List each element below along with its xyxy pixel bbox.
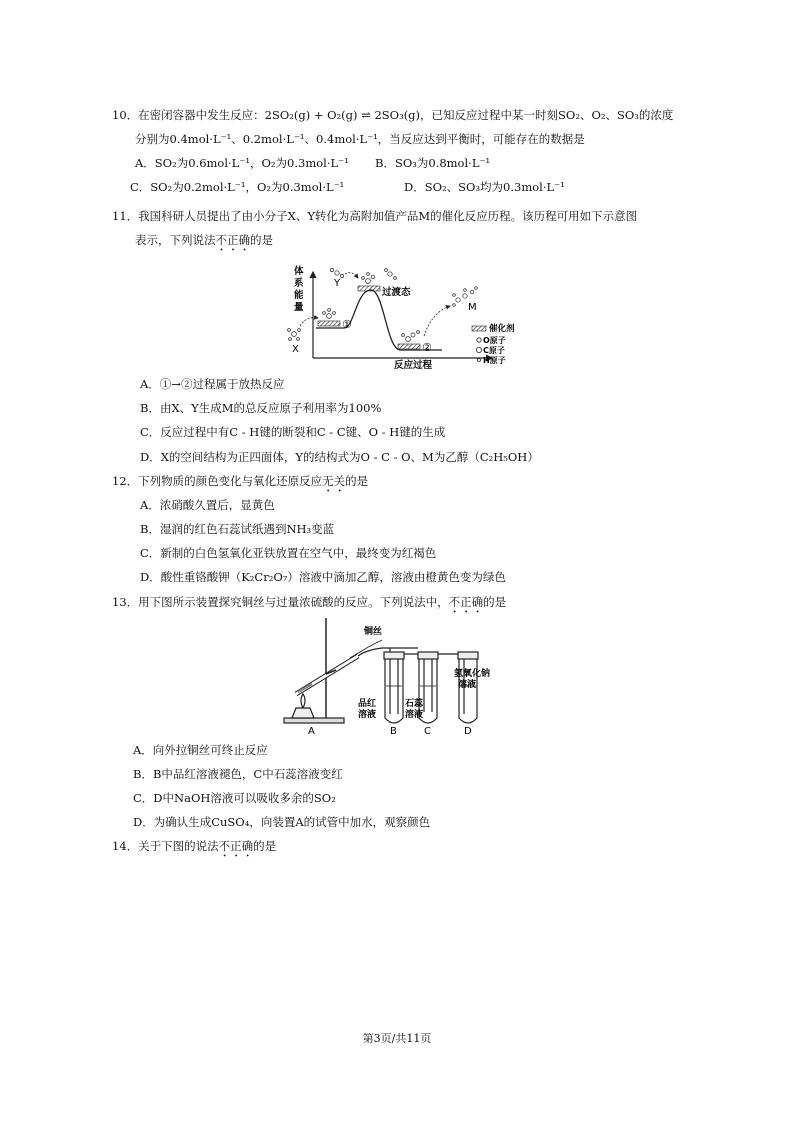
q13-option-d: D．为确认生成CuSO₄，向装置A的试管中加水，观察颜色 <box>133 815 431 829</box>
molecule-x <box>288 329 301 341</box>
q12-stem-tail: 的是 <box>345 474 369 488</box>
arrow-y <box>345 273 358 278</box>
label-d2: 溶液 <box>458 680 477 690</box>
burner <box>292 708 314 718</box>
label-d1: 氢氧化钠 <box>454 669 491 679</box>
catalyst-pad-1 <box>318 321 340 326</box>
q13-stem-text: 13．用下图所示装置探究铜丝与过量浓硫酸的反应。下列说法中， <box>112 595 449 609</box>
q11-stem-tail: 的是 <box>250 233 273 247</box>
test-tube-d <box>459 658 477 723</box>
apparatus-diagram <box>278 614 498 738</box>
label-d: D <box>464 726 472 737</box>
q11-emphasis: 不正确 <box>215 233 250 247</box>
label-b1: 品红 <box>358 699 377 709</box>
stopper-c <box>418 652 438 659</box>
q10-stem-line2: 分别为0.4mol·L⁻¹、0.2mol·L⁻¹、0.4mol·L⁻¹，当反应达到平衡时，可能存在的数据是 <box>135 132 585 146</box>
q12-option-d: D．酸性重铬酸钾（K₂Cr₂O₇）溶液中滴加乙醇，溶液由橙黄色变为绿色 <box>140 570 506 584</box>
q13-emphasis: 不正确 <box>448 595 484 609</box>
q14-stem <box>112 838 276 860</box>
legend-c-swatch <box>476 347 481 352</box>
label-m: M <box>468 302 477 313</box>
copper-wire-tip <box>370 640 382 646</box>
label-a: A <box>308 726 315 737</box>
q14-stem-text: 14．关于下图的说法 <box>112 839 219 853</box>
q12-option-b: B．湿润的红色石蕊试纸遇到NH₃变蓝 <box>140 522 335 536</box>
legend-catalyst-swatch <box>472 326 486 331</box>
q10-option-b: B．SO₃为0.8mol·L⁻¹ <box>375 156 491 170</box>
q12-stem-text: 12．下列物质的颜色变化与氧化还原反应 <box>112 474 323 488</box>
label-x: X <box>292 344 299 355</box>
label-copper-wire: 铜丝 <box>364 627 383 637</box>
legend-c: C原子 <box>483 346 505 355</box>
stopper-b <box>384 652 404 659</box>
q11-option-c: C．反应过程中有C - H键的断裂和C - C键、O - H键的生成 <box>140 425 446 439</box>
y-label-4: 量 <box>294 302 304 313</box>
test-tube-b <box>385 658 403 723</box>
mark-1: ① <box>342 318 352 331</box>
q13-stem <box>112 594 506 616</box>
q12-option-c: C．新制的白色氢氧化亚铁放置在空气中，最终变为红褐色 <box>140 546 437 560</box>
q10-option-d: D．SO₂、SO₃均为0.3mol·L⁻¹ <box>404 180 565 194</box>
stand-base <box>284 718 344 723</box>
q11-stem-text: 表示，下列说法 <box>135 233 216 247</box>
q14-stem-tail: 的是 <box>253 839 277 853</box>
q13-option-c: C．D中NaOH溶液可以吸收多余的SO₂ <box>133 791 336 805</box>
mark-2: ② <box>422 341 432 354</box>
catalyst-pad-2 <box>398 344 420 349</box>
q12-option-a: A．浓硝酸久置后，显黄色 <box>140 498 275 512</box>
stopper-d <box>458 652 478 659</box>
y-label-2: 系 <box>294 278 304 289</box>
y-label-1: 体 <box>294 266 304 277</box>
x-axis-label: 反应过程 <box>394 360 433 371</box>
q11-option-a: A．①→②过程属于放热反应 <box>140 377 285 391</box>
catalyst-pad-ts <box>358 286 380 291</box>
flame <box>301 694 305 708</box>
ts-label: 过渡态 <box>382 287 411 298</box>
q14-emphasis: 不正确 <box>218 839 254 853</box>
q13-stem-tail: 的是 <box>483 595 507 609</box>
label-b: B <box>390 726 397 737</box>
page-footer: 第3页/共11页 <box>362 1032 432 1045</box>
label-b2: 溶液 <box>358 710 377 720</box>
q10-option-a: A．SO₂为0.6mol·L⁻¹，O₂为0.3mol·L⁻¹ <box>135 156 349 170</box>
arrow-x <box>300 318 318 326</box>
adsorbed-molecule-1 <box>323 309 336 319</box>
legend-h: H原子 <box>483 356 506 365</box>
q13-option-a: A．向外拉铜丝可终止反应 <box>133 743 268 757</box>
q10-stem-line1: 10．在密闭容器中发生反应：2SO₂(g) + O₂(g) ⇌ 2SO₃(g)，已知反应过程中某一时刻SO₂、O₂、SO₃的浓度 <box>112 108 674 122</box>
arrow-m <box>424 306 450 336</box>
y-label-3: 能 <box>294 290 304 301</box>
q11-option-d: D．X的空间结构为正四面体，Y的结构式为O - C - O、M为乙醇（C₂H₅OH） <box>140 450 539 464</box>
label-c1: 石蕊 <box>405 699 424 709</box>
q12-emphasis: 无关 <box>322 474 346 488</box>
molecule-intermediate <box>385 269 397 280</box>
q13-option-b: B．B中品红溶液褪色，C中石蕊溶液变红 <box>133 767 343 781</box>
q10-option-c: C．SO₂为0.2mol·L⁻¹，O₂为0.3mol·L⁻¹ <box>130 180 345 194</box>
label-y: Y <box>334 278 341 289</box>
q11-option-b: B．由X、Y生成M的总反应原子利用率为100% <box>140 401 382 415</box>
label-c: C <box>424 726 431 737</box>
legend-o: O原子 <box>483 336 506 345</box>
q11-stem-line1: 11．我国科研人员提出了由小分子X、Y转化为高附加值产品M的催化反应历程。该历程可用如下示意图 <box>112 209 638 223</box>
molecule-y <box>330 268 343 277</box>
label-c2: 溶液 <box>405 710 424 720</box>
legend-catalyst: 催化剂 <box>489 324 515 334</box>
q12-stem <box>112 473 368 495</box>
adsorbed-molecule-2 <box>402 331 420 342</box>
q11-stem-line2 <box>135 232 273 254</box>
legend-h-swatch <box>478 359 481 362</box>
adsorbed-molecule-ts <box>362 273 375 284</box>
legend-o-swatch <box>477 338 481 342</box>
energy-diagram <box>282 262 544 374</box>
